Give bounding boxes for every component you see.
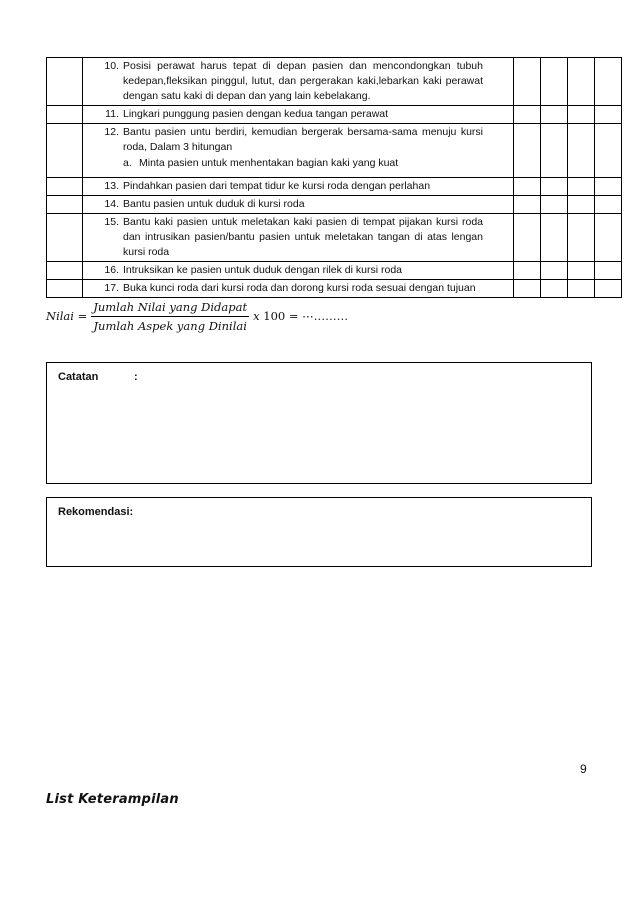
footer-title: List Keterampilan <box>46 792 179 807</box>
number-cell <box>47 124 83 178</box>
catatan-box <box>46 362 592 484</box>
step-text: Bantu pasien untuk duduk di kursi roda <box>123 198 305 210</box>
score-cell <box>595 280 622 298</box>
step-cell <box>83 280 514 298</box>
step-text: Lingkari punggung pasien dengan kedua tangan perawat <box>123 108 389 120</box>
catatan-colon: : <box>134 371 138 383</box>
score-cell <box>595 196 622 214</box>
step-number: 11. <box>105 108 119 120</box>
score-cell <box>541 196 568 214</box>
table-row <box>47 58 622 106</box>
page-number: 9 <box>580 762 587 776</box>
step-text: Posisi perawat harus tepat di depan pasien dan mencondongkan tubuh kedepan,fleksikan pinggul, lutut, dan pergerakan kaki,lebarkan kaki perawat dengan satu kaki di depan dan yang lain kebelakang. <box>123 60 483 102</box>
score-cell <box>541 262 568 280</box>
table-row <box>47 280 622 298</box>
step-number: 10. <box>104 60 119 72</box>
number-cell <box>47 196 83 214</box>
number-cell <box>47 280 83 298</box>
score-cell <box>541 214 568 262</box>
step-number: 14. <box>104 198 119 210</box>
score-cell <box>568 214 595 262</box>
score-cell <box>595 178 622 196</box>
number-cell <box>47 262 83 280</box>
score-cell <box>514 196 541 214</box>
step-text: Buka kunci roda dari kursi roda dan dorong kursi roda sesuai dengan tujuan <box>123 282 476 294</box>
table-row <box>47 196 622 214</box>
score-cell <box>595 58 622 106</box>
step-cell <box>83 124 514 178</box>
step-number: 13. <box>104 180 119 192</box>
score-cell <box>514 280 541 298</box>
formula-numerator: Jumlah Nilai yang Didapat <box>91 300 249 317</box>
table-row <box>47 214 622 262</box>
score-cell <box>541 58 568 106</box>
table-row <box>47 262 622 280</box>
score-cell <box>568 106 595 124</box>
rekomendasi-label: Rekomendasi: <box>58 506 134 518</box>
step-number: 16. <box>104 264 119 276</box>
number-cell <box>47 178 83 196</box>
score-cell <box>595 106 622 124</box>
score-cell <box>568 196 595 214</box>
sub-step-label: a. <box>123 157 132 169</box>
score-cell <box>541 178 568 196</box>
score-cell <box>514 262 541 280</box>
score-cell <box>568 178 595 196</box>
score-cell <box>568 262 595 280</box>
number-cell <box>47 58 83 106</box>
step-text: Bantu pasien untu berdiri, kemudian bergerak bersama-sama menuju kursi roda, Dalam 3 hitungan <box>123 126 483 153</box>
formula-rhs <box>253 309 348 323</box>
score-cell <box>541 280 568 298</box>
score-cell <box>514 214 541 262</box>
formula-times: x <box>253 309 260 323</box>
formula-denominator: Jumlah Aspek yang Dinilai <box>93 318 247 333</box>
score-formula <box>46 298 348 334</box>
step-cell <box>83 196 514 214</box>
step-number: 17. <box>104 282 119 294</box>
score-cell <box>595 262 622 280</box>
score-cell <box>514 58 541 106</box>
score-cell <box>568 280 595 298</box>
number-cell <box>47 214 83 262</box>
step-cell <box>83 58 514 106</box>
score-cell <box>514 124 541 178</box>
step-number: 15. <box>104 216 119 228</box>
score-cell <box>541 106 568 124</box>
number-cell <box>47 106 83 124</box>
catatan-label: Catatan <box>58 371 99 383</box>
formula-fraction <box>91 300 249 333</box>
score-cell <box>568 58 595 106</box>
step-cell <box>83 178 514 196</box>
score-cell <box>568 124 595 178</box>
score-cell <box>514 178 541 196</box>
score-cell <box>541 124 568 178</box>
table-row <box>47 106 622 124</box>
table-row <box>47 124 622 178</box>
checklist-table <box>46 57 622 298</box>
step-text: Bantu kaki pasien untuk meletakan kaki pasien di tempat pijakan kursi roda dan intrusikan pasien/bantu pasien untuk meletakan tangan di atas lengan kursi roda <box>123 216 483 258</box>
step-cell <box>83 262 514 280</box>
score-cell <box>514 106 541 124</box>
sub-step-text: Minta pasien untuk menhentakan bagian kaki yang kuat <box>139 157 399 169</box>
step-text: Intruksikan ke pasien untuk duduk dengan rilek di kursi roda <box>123 264 402 276</box>
table-row <box>47 178 622 196</box>
score-cell <box>595 124 622 178</box>
step-cell <box>83 214 514 262</box>
step-text: Pindahkan pasien dari tempat tidur ke kursi roda dengan perlahan <box>123 180 431 192</box>
step-cell <box>83 106 514 124</box>
formula-result: 100 = ⋯……… <box>263 309 349 323</box>
score-cell <box>595 214 622 262</box>
rekomendasi-box <box>46 497 592 567</box>
step-number: 12. <box>104 126 119 138</box>
formula-lhs: Nilai = <box>46 309 88 323</box>
